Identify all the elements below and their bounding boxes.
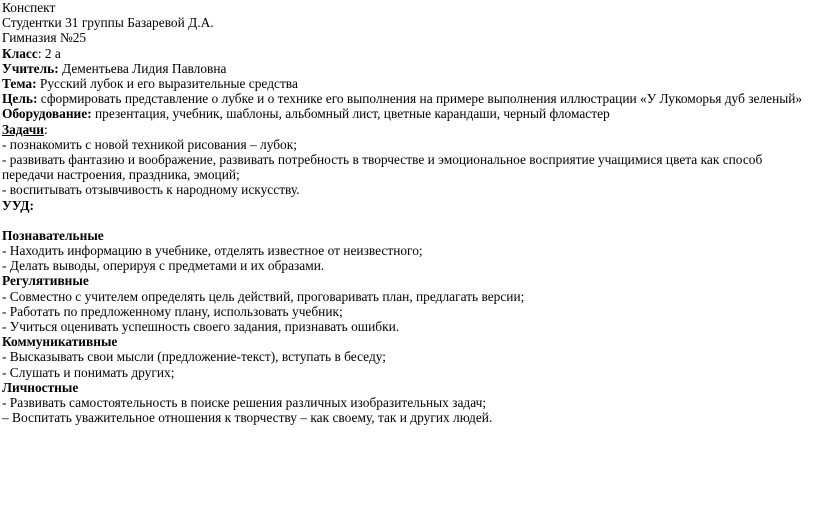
- list-item: – Воспитать уважительное отношения к творчеству – как своему, так и других людей.: [2, 410, 493, 426]
- section-cognitive-title: Познавательные: [2, 227, 104, 243]
- class-line: [2, 46, 814, 61]
- class-label: Класс: [2, 45, 38, 61]
- task-item: - познакомить с новой техникой рисования – лубок;: [2, 136, 297, 152]
- equipment-value: презентация, учебник, шаблоны, альбомный лист, цветные карандаши, черный фломастер: [91, 106, 610, 122]
- section-communicative-title: Коммуникативные: [2, 334, 118, 350]
- tasks-label: Задачи: [2, 121, 44, 137]
- doc-title: Конспект: [2, 0, 56, 15]
- list-item: - Работать по предложенному плану, использовать учебник;: [2, 303, 343, 319]
- topic-line: [2, 76, 814, 91]
- topic-label: Тема:: [2, 76, 37, 92]
- list-item: - Делать выводы, оперируя с предметами и их образами.: [2, 258, 325, 274]
- list-item: - Развивать самостоятельность в поиске решения различных изобразительных задач;: [2, 395, 487, 411]
- section-regulatory-title: Регулятивные: [2, 273, 89, 289]
- equipment-label: Оборудование:: [2, 106, 92, 122]
- teacher-line: [2, 61, 814, 76]
- tasks-heading: [2, 122, 814, 137]
- spacer: [2, 213, 814, 228]
- tasks-colon: :: [43, 121, 48, 137]
- class-value: : 2 а: [37, 45, 61, 61]
- section-personal-title: Личностные: [2, 379, 79, 395]
- list-item: - Высказывать свои мысли (предложение-текст), вступать в беседу;: [2, 349, 387, 365]
- task-item: передачи настроения, праздника, эмоций;: [2, 167, 240, 183]
- list-item: - Учиться оценивать успешность своего задания, признавать ошибки.: [2, 319, 400, 335]
- goal-line: [2, 91, 814, 106]
- equipment-line: [2, 106, 814, 121]
- task-item: - развивать фантазию и воображение, развивать потребность в творчестве и эмоциональное восприятие учащимися цвета как способ: [2, 152, 763, 168]
- teacher-label: Учитель:: [2, 60, 59, 76]
- school-line: Гимназия №25: [2, 30, 87, 46]
- list-item: - Находить информацию в учебнике, отделять известное от неизвестного;: [2, 243, 423, 259]
- list-item: - Совместно с учителем определять цель действий, проговаривать план, предлагать версии;: [2, 288, 525, 304]
- teacher-value: Дементьева Лидия Павловна: [58, 60, 227, 76]
- goal-label: Цель:: [2, 91, 38, 107]
- document-body: [2, 0, 814, 425]
- task-item: - воспитывать отзывчивость к народному искусству.: [2, 182, 300, 198]
- goal-value: сформировать представление о лубке и о технике его выполнения на примере выполнения иллюстрации «У Лукоморья дуб зеленый»: [37, 91, 803, 107]
- uud-heading: УУД:: [2, 197, 34, 213]
- topic-value: Русский лубок и его выразительные средства: [36, 76, 298, 92]
- list-item: - Слушать и понимать других;: [2, 364, 175, 380]
- student-line: Студентки 31 группы Базаревой Д.А.: [2, 15, 214, 31]
